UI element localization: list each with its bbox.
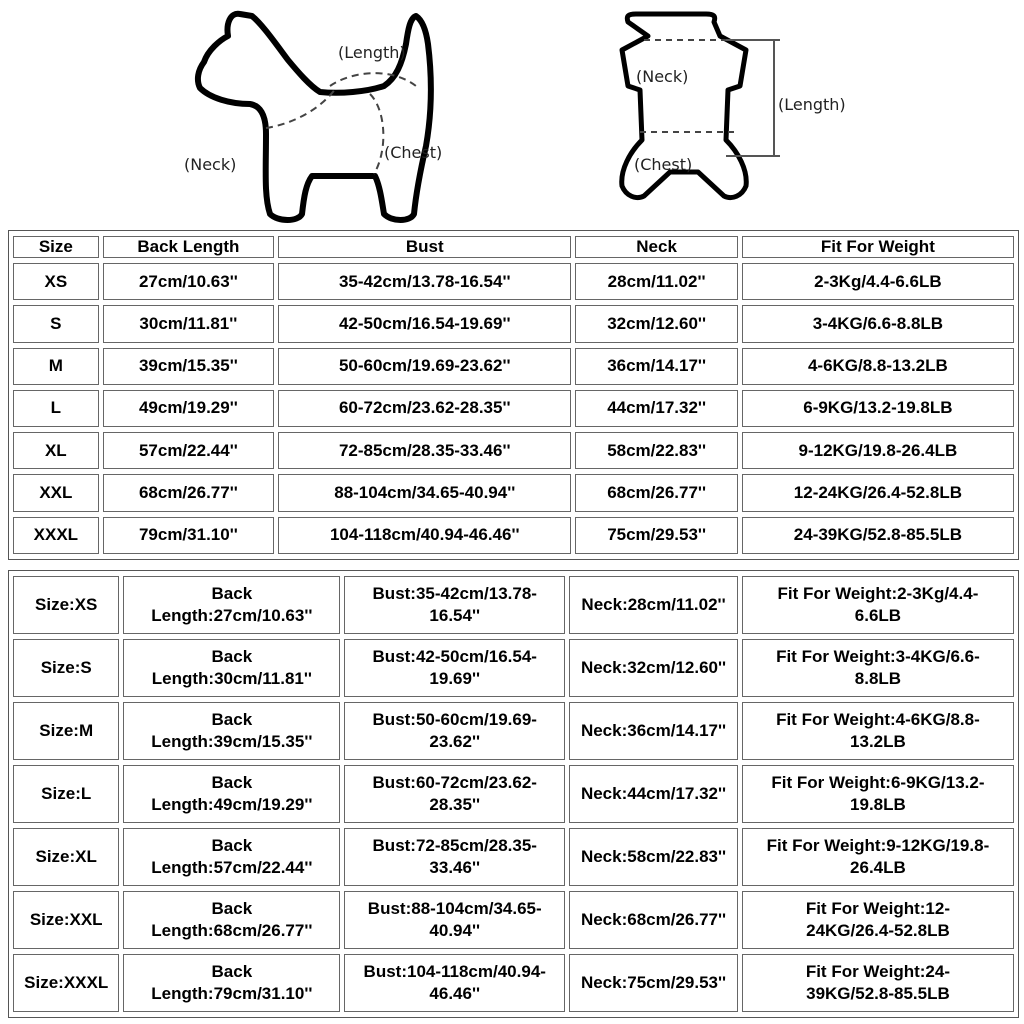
- header-size: Size: [13, 236, 99, 258]
- cell-bust: 104-118cm/40.94-46.46'': [278, 517, 571, 554]
- table-row: [13, 348, 1014, 385]
- cell-neck: Neck:68cm/26.77'': [569, 891, 738, 949]
- cell-bust: Bust:50-60cm/19.69- 23.62'': [344, 702, 565, 760]
- cell-back-length: Back Length:39cm/15.35'': [123, 702, 340, 760]
- cell-back-length: Back Length:30cm/11.81'': [123, 639, 340, 697]
- garment-neck-label: (Neck): [636, 67, 689, 86]
- cell-fit-for-weight: 6-9KG/13.2-19.8LB: [742, 390, 1014, 427]
- cell-bust: Bust:60-72cm/23.62- 28.35'': [344, 765, 565, 823]
- table-row: [13, 263, 1014, 300]
- cell-bust: Bust:88-104cm/34.65- 40.94'': [344, 891, 565, 949]
- cell-back-length: 57cm/22.44'': [103, 432, 274, 469]
- cell-back-length: Back Length:68cm/26.77'': [123, 891, 340, 949]
- cell-bust: 72-85cm/28.35-33.46'': [278, 432, 571, 469]
- cell-back-length: 49cm/19.29'': [103, 390, 274, 427]
- cell-neck: 68cm/26.77'': [575, 474, 737, 511]
- cell-back-length: Back Length:79cm/31.10'': [123, 954, 340, 1012]
- header-neck: Neck: [575, 236, 737, 258]
- table-header-row: [13, 236, 1014, 258]
- garment-measurement-diagram: [570, 0, 870, 230]
- table-row: [13, 305, 1014, 342]
- header-back-length: Back Length: [103, 236, 274, 258]
- cell-bust: Bust:42-50cm/16.54- 19.69'': [344, 639, 565, 697]
- cell-neck: Neck:75cm/29.53'': [569, 954, 738, 1012]
- cell-bust: Bust:72-85cm/28.35- 33.46'': [344, 828, 565, 886]
- cell-bust: 88-104cm/34.65-40.94'': [278, 474, 571, 511]
- cell-fit-for-weight: Fit For Weight:9-12KG/19.8- 26.4LB: [742, 828, 1014, 886]
- cell-fit-for-weight: 9-12KG/19.8-26.4LB: [742, 432, 1014, 469]
- cell-fit-for-weight: 3-4KG/6.6-8.8LB: [742, 305, 1014, 342]
- cell-back-length: Back Length:57cm/22.44'': [123, 828, 340, 886]
- cell-bust: 42-50cm/16.54-19.69'': [278, 305, 571, 342]
- cell-fit-for-weight: 2-3Kg/4.4-6.6LB: [742, 263, 1014, 300]
- cell-neck: Neck:58cm/22.83'': [569, 828, 738, 886]
- table-row: [13, 639, 1014, 697]
- table-row: [13, 474, 1014, 511]
- dog-chest-label: (Chest): [384, 143, 443, 162]
- cell-back-length: 79cm/31.10'': [103, 517, 274, 554]
- garment-chest-label: (Chest): [634, 155, 693, 174]
- dog-length-label: (Length): [338, 43, 406, 62]
- cell-size: L: [13, 390, 99, 427]
- table-row: [13, 432, 1014, 469]
- table-row: [13, 891, 1014, 949]
- cell-back-length: 27cm/10.63'': [103, 263, 274, 300]
- cell-fit-for-weight: Fit For Weight:2-3Kg/4.4- 6.6LB: [742, 576, 1014, 634]
- cell-bust: Bust:104-118cm/40.94- 46.46'': [344, 954, 565, 1012]
- cell-size: XXL: [13, 474, 99, 511]
- cell-size: Size:XXL: [13, 891, 119, 949]
- cell-neck: 44cm/17.32'': [575, 390, 737, 427]
- cell-bust: 50-60cm/19.69-23.62'': [278, 348, 571, 385]
- cell-bust: 60-72cm/23.62-28.35'': [278, 390, 571, 427]
- cell-fit-for-weight: 4-6KG/8.8-13.2LB: [742, 348, 1014, 385]
- dog-neck-label: (Neck): [184, 155, 237, 174]
- cell-size: Size:XXXL: [13, 954, 119, 1012]
- cell-size: Size:XS: [13, 576, 119, 634]
- table-row: [13, 954, 1014, 1012]
- cell-size: Size:S: [13, 639, 119, 697]
- cell-fit-for-weight: 24-39KG/52.8-85.5LB: [742, 517, 1014, 554]
- cell-size: M: [13, 348, 99, 385]
- garment-silhouette-icon: [570, 0, 870, 230]
- table-row: [13, 765, 1014, 823]
- table-row: [13, 702, 1014, 760]
- cell-neck: 28cm/11.02'': [575, 263, 737, 300]
- cell-size: XXXL: [13, 517, 99, 554]
- size-chart-table: [8, 230, 1019, 560]
- cell-neck: 36cm/14.17'': [575, 348, 737, 385]
- cell-neck: Neck:32cm/12.60'': [569, 639, 738, 697]
- cell-fit-for-weight: Fit For Weight:6-9KG/13.2- 19.8LB: [742, 765, 1014, 823]
- cell-size: XL: [13, 432, 99, 469]
- cell-neck: 75cm/29.53'': [575, 517, 737, 554]
- table-row: [13, 517, 1014, 554]
- cell-size: Size:XL: [13, 828, 119, 886]
- header-bust: Bust: [278, 236, 571, 258]
- table-row: [13, 828, 1014, 886]
- cell-back-length: Back Length:49cm/19.29'': [123, 765, 340, 823]
- cell-size: S: [13, 305, 99, 342]
- cell-size: Size:L: [13, 765, 119, 823]
- cell-neck: 32cm/12.60'': [575, 305, 737, 342]
- table-row: [13, 576, 1014, 634]
- cell-back-length: 30cm/11.81'': [103, 305, 274, 342]
- cell-back-length: 39cm/15.35'': [103, 348, 274, 385]
- cell-fit-for-weight: 12-24KG/26.4-52.8LB: [742, 474, 1014, 511]
- cell-fit-for-weight: Fit For Weight:24- 39KG/52.8-85.5LB: [742, 954, 1014, 1012]
- cell-bust: Bust:35-42cm/13.78- 16.54'': [344, 576, 565, 634]
- cell-size: Size:M: [13, 702, 119, 760]
- dog-measurement-diagram: [170, 0, 470, 230]
- cell-neck: Neck:44cm/17.32'': [569, 765, 738, 823]
- cell-size: XS: [13, 263, 99, 300]
- size-detail-table: [8, 570, 1019, 1018]
- cell-neck: Neck:28cm/11.02'': [569, 576, 738, 634]
- dog-silhouette-icon: [170, 0, 470, 230]
- garment-length-label: (Length): [778, 95, 846, 114]
- cell-neck: 58cm/22.83'': [575, 432, 737, 469]
- cell-fit-for-weight: Fit For Weight:4-6KG/8.8- 13.2LB: [742, 702, 1014, 760]
- table-row: [13, 390, 1014, 427]
- cell-fit-for-weight: Fit For Weight:3-4KG/6.6- 8.8LB: [742, 639, 1014, 697]
- header-fit-for-weight: Fit For Weight: [742, 236, 1014, 258]
- cell-back-length: Back Length:27cm/10.63'': [123, 576, 340, 634]
- cell-back-length: 68cm/26.77'': [103, 474, 274, 511]
- cell-bust: 35-42cm/13.78-16.54'': [278, 263, 571, 300]
- cell-fit-for-weight: Fit For Weight:12- 24KG/26.4-52.8LB: [742, 891, 1014, 949]
- cell-neck: Neck:36cm/14.17'': [569, 702, 738, 760]
